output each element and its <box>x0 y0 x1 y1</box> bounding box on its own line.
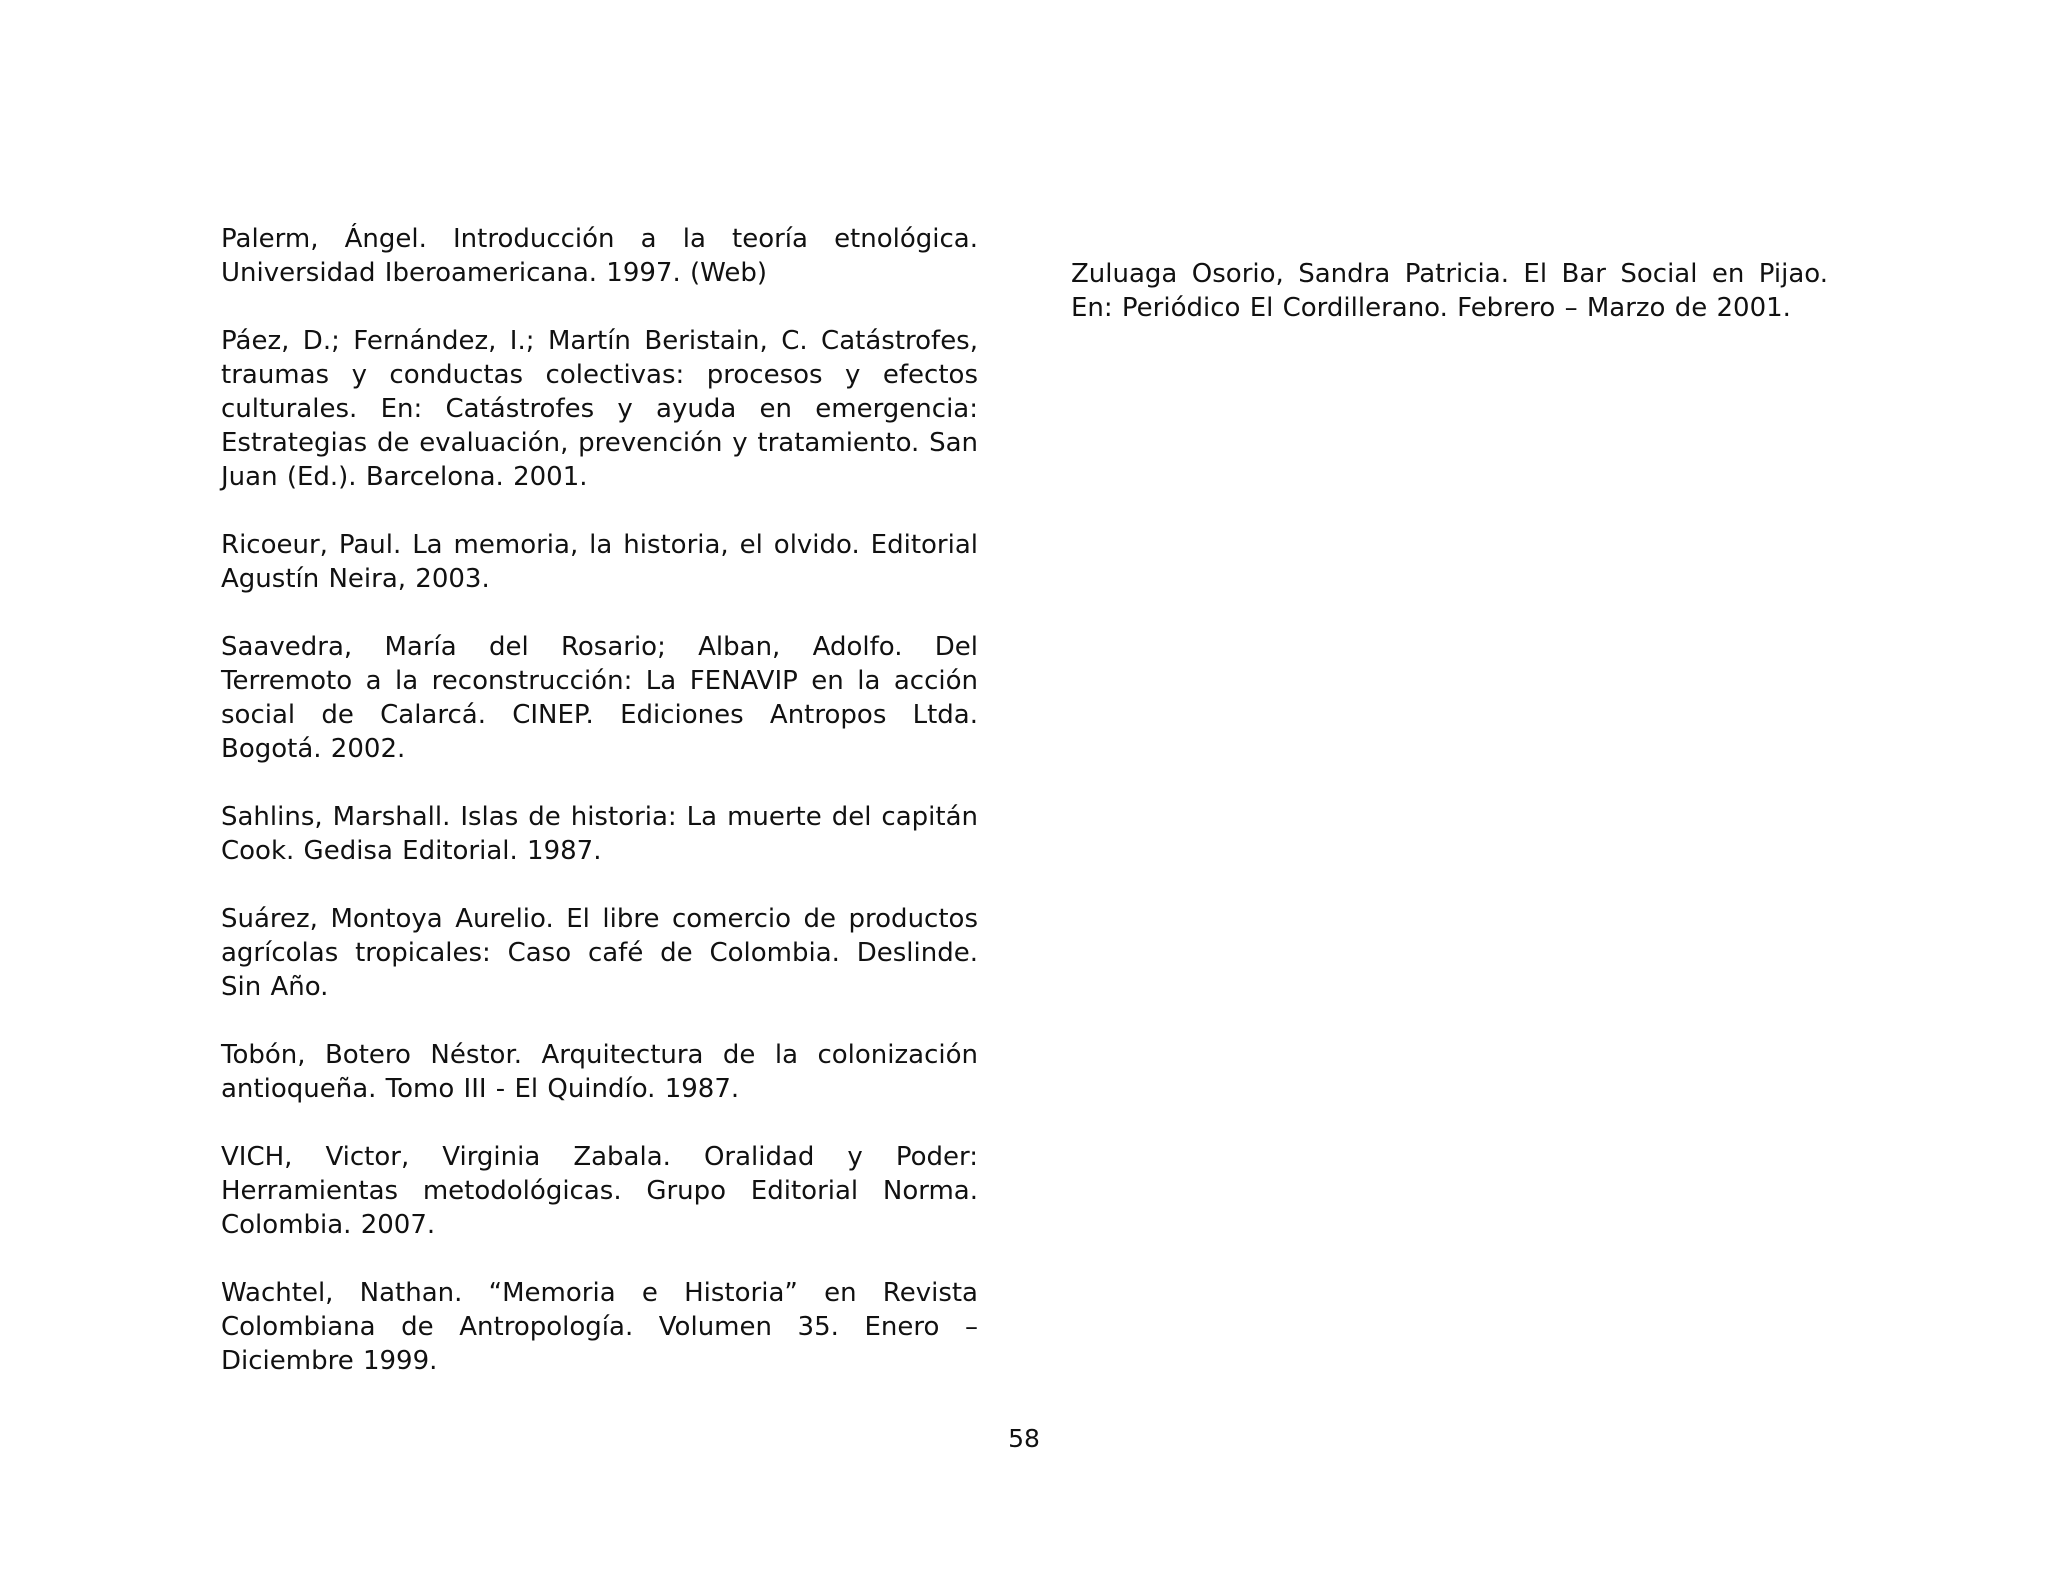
page-number: 58 <box>1008 1424 1040 1453</box>
reference-entry: Páez, D.; Fernández, I.; Martín Beristain, C. Catástrofes, traumas y conductas colectivas: procesos y efectos culturales. En: Catástrofes y ayuda en emergencia: Estrategias de evaluación, prevención y tratamiento. San Juan (Ed.). Barcelona. 2001. <box>221 326 978 492</box>
reference-entry: VICH, Victor, Virginia Zabala. Oralidad y Poder: Herramientas metodológicas. Grupo Editorial Norma. Colombia. 2007. <box>221 1142 978 1240</box>
bibliography-right-column <box>1071 257 1828 359</box>
reference-entry: Tobón, Botero Néstor. Arquitectura de la colonización antioqueña. Tomo III - El Quindío. 1987. <box>221 1040 978 1104</box>
reference-entry: Ricoeur, Paul. La memoria, la historia, el olvido. Editorial Agustín Neira, 2003. <box>221 530 978 594</box>
reference-entry: Sahlins, Marshall. Islas de historia: La muerte del capitán Cook. Gedisa Editorial. 1987. <box>221 802 978 866</box>
bibliography-left-column <box>221 222 978 1412</box>
reference-entry: Palerm, Ángel. Introducción a la teoría etnológica. Universidad Iberoamericana. 1997. (Web) <box>221 224 978 288</box>
reference-entry: Zuluaga Osorio, Sandra Patricia. El Bar Social en Pijao. En: Periódico El Cordillerano. Febrero – Marzo de 2001. <box>1071 259 1828 323</box>
reference-entry: Suárez, Montoya Aurelio. El libre comercio de productos agrícolas tropicales: Caso café de Colombia. Deslinde. Sin Año. <box>221 904 978 1002</box>
reference-entry: Wachtel, Nathan. “Memoria e Historia” en Revista Colombiana de Antropología. Volumen 35. Enero – Diciembre 1999. <box>221 1278 978 1376</box>
reference-entry: Saavedra, María del Rosario; Alban, Adolfo. Del Terremoto a la reconstrucción: La FENAVIP en la acción social de Calarcá. CINEP. Ediciones Antropos Ltda. Bogotá. 2002. <box>221 632 978 764</box>
